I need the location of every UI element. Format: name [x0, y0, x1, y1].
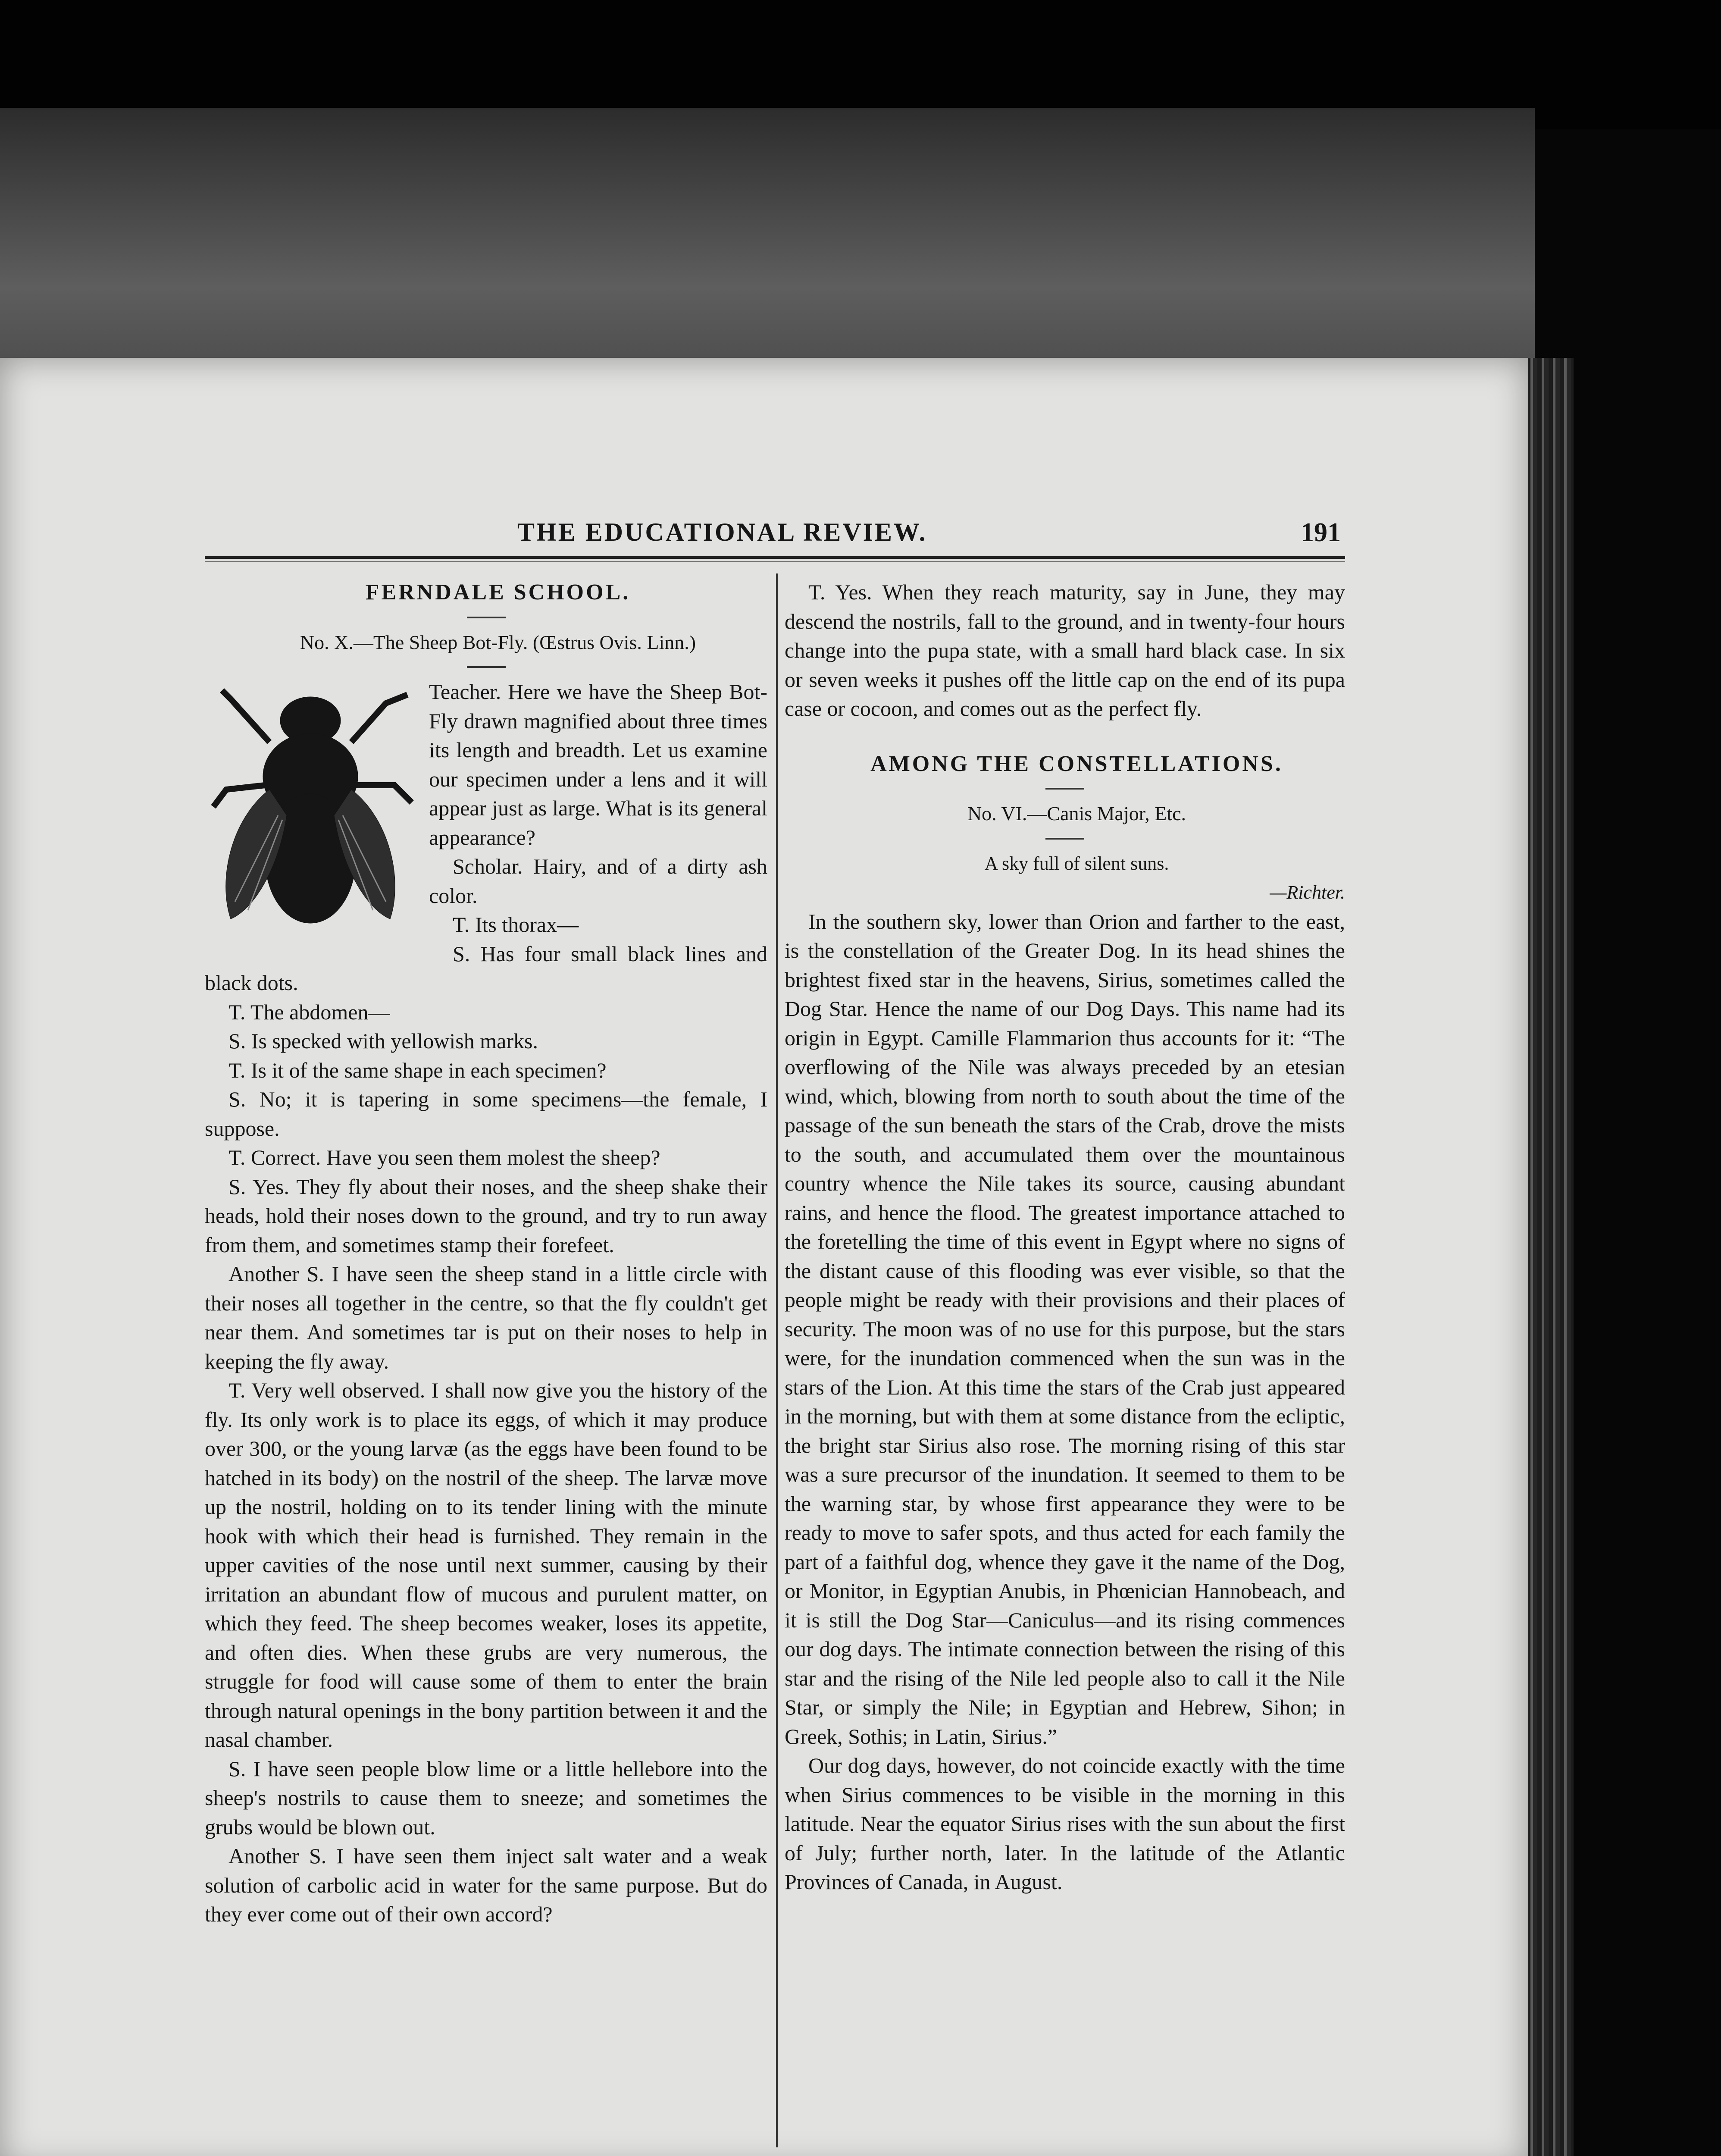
- paragraph: T. The abdomen—: [228, 1000, 390, 1024]
- paragraph: S. Has four small black lines and black dots.: [205, 941, 767, 995]
- canis-major-subtitle: No. VI.—Canis Major, Etc.: [967, 802, 1186, 824]
- paragraph: Scholar. Hairy, and of a dirty ash color.: [429, 854, 767, 908]
- epigraph-attribution: —Richter.: [1270, 882, 1345, 903]
- sheep-bot-fly-illustration: [205, 677, 420, 936]
- subtitle-rule: [1045, 838, 1084, 840]
- ferndale-school-title: FERNDALE SCHOOL.: [365, 580, 631, 605]
- left-column: [205, 578, 767, 1929]
- subtitle-rule: [467, 666, 506, 668]
- book-page-edges: [1526, 358, 1574, 2156]
- paragraph: S. Is specked with yellowish marks.: [228, 1029, 538, 1053]
- constellations-title: AMONG THE CONSTELLATIONS.: [870, 751, 1283, 776]
- header-rule-thin: [205, 561, 1345, 562]
- paragraph: T. Correct. Have you seen them molest the sheep?: [228, 1145, 660, 1169]
- paragraph: T. Yes. When they reach maturity, say in June, they may descend the nostrils, fall to the ground, and in twenty-four hours change into the pupa state, with a small hard black case. In six or seven weeks it pushes off the little cap on the end of its pupa case or cocoon, and comes out as the perfect fly.: [785, 580, 1345, 721]
- paragraph: T. Very well observed. I shall now give you the history of the fly. Its only work is to place its eggs, of which it may produce over 300, or the young larvæ (as the eggs have been found to be hatched in its body) on the nostril of the sheep. The larvæ move up the nostril, holding on to its tender lining with the minute hook with which their head is furnished. They remain in the upper cavities of the nose until next summer, causing by their irritation an abundant flow of mucous and purulent matter, on which they feed. The sheep becomes weaker, loses its appetite, and often dies. When these grubs are very numerous, the struggle for food will cause some of them to enter the brain through natural openings in the bony partition between it and the nasal chamber.: [205, 1378, 767, 1752]
- paragraph: S. I have seen people blow lime or a little hellebore into the sheep's nostrils to cause them to sneeze; and sometimes the grubs would be blown out.: [205, 1756, 767, 1839]
- paragraph: T. Its thorax—: [453, 912, 579, 937]
- right-column: [785, 578, 1345, 1897]
- running-header: [207, 517, 1345, 556]
- running-title: THE EDUCATIONAL REVIEW.: [517, 518, 927, 546]
- page-number: 191: [1301, 518, 1341, 547]
- title-rule: [1045, 788, 1084, 790]
- paragraph: S. No; it is tapering in some specimens—the female, I suppose.: [205, 1087, 767, 1141]
- paragraph: Our dog days, however, do not coincide exactly with the time when Sirius commences to be visible in the morning in this latitude. Near the equator Sirius rises with the sun about the first of July; further north, later. In the latitude of the Atlantic Provinces of Canada, in August.: [785, 1753, 1345, 1894]
- paragraph: Teacher. Here we have the Sheep Bot-Fly drawn magnified about three times its length and breadth. Let us examine our specimen under a lens and it will appear just as large. What is its general appearance?: [429, 680, 767, 849]
- paragraph: Another S. I have seen the sheep stand in a little circle with their noses all together in the centre, so that the fly couldn't get near them. And sometimes tar is put on their noses to help in keeping the fly away.: [205, 1262, 767, 1373]
- column-divider: [776, 573, 778, 2147]
- header-rule: [205, 556, 1345, 559]
- paragraph: Another S. I have seen them inject salt water and a weak solution of carbolic acid in water for the same purpose. But do they ever come out of their own accord?: [205, 1844, 767, 1926]
- paragraph: T. Is it of the same shape in each specimen?: [228, 1058, 607, 1082]
- paragraph: S. Yes. They fly about their noses, and the sheep shake their heads, hold their noses down to the ground, and try to run away from them, and sometimes stamp their forefeet.: [205, 1174, 767, 1257]
- sheep-bot-fly-subtitle: No. X.—The Sheep Bot-Fly. (Œstrus Ovis. Linn.): [300, 631, 696, 653]
- epigraph: A sky full of silent suns.: [984, 852, 1169, 874]
- paragraph: In the southern sky, lower than Orion and farther to the east, is the constellation of the Greater Dog. In its head shines the brightest fixed star in the heavens, Sirius, sometimes called the Dog Star. Hence the name of our Dog Days. This name had its origin in Egypt. Camille Flammarion thus accounts for it: “The overflowing of the Nile was always preceded by an etesian wind, which, blowing from north to south about the time of the passage of the sun beneath the stars of the Crab, drove the mists to the south, and accumulated them over the mountainous country whence the Nile takes its source, causing abundant rains, and hence the flood. The greatest importance attached to the foretelling the time of this event in Egypt where no signs of the distant cause of this flooding was ever visible, so that the people might be ready with their provisions and their places of security. The moon was of no use for this purpose, but the stars were, for the inundation commenced when the sun was in the stars of the Lion. At this time the stars of the Crab just appeared in the morning, but with them at some distance from the ecliptic, the bright star Sirius also rose. The morning rising of this star was a sure precursor of the inundation. It seemed to them to be the warning star, by whose first appearance they were to be ready to move to safer spots, and thus acted for each family the part of a faithful dog, whence they gave it the name of the Dog, or Monitor, in Egyptian Anubis, in Phœnician Hannobeach, and it is still the Dog Star—Caniculus—and its rising commences our dog days. The intimate connection between the rising of this star and the rising of the Nile led people also to call it the Nile Star, or simply the Nile; in Egyptian and Hebrew, Sihon; in Greek, Sothis; in Latin, Sirius.”: [785, 909, 1345, 1749]
- title-rule: [467, 617, 506, 618]
